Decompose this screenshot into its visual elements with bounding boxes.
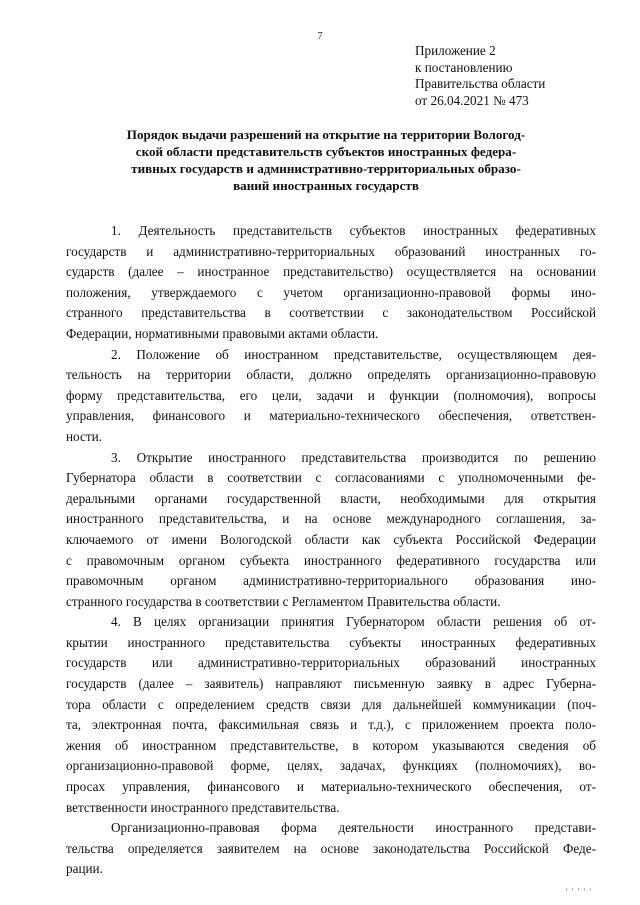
paragraph-line: 3. Открытие иностранного представительства производится по решению xyxy=(111,449,596,465)
page-number: 7 xyxy=(317,30,323,42)
appendix-line: Правительства области xyxy=(415,76,546,91)
paragraph-line: Организационно-правовая форма деятельности иностранного представи- xyxy=(111,820,596,836)
document-body xyxy=(66,221,596,880)
document-title xyxy=(118,126,534,194)
paragraph-line: с правомочным органом субъекта иностранного федеративного государства или xyxy=(66,552,596,568)
paragraph-line: правомочным органом административно-территориального образования ино- xyxy=(66,573,596,589)
paragraph-line: тельства определяется заявителем на основе законодательства Российской Феде- xyxy=(66,840,596,856)
title-line: ской области представительств субъектов иностранных федера- xyxy=(135,144,517,159)
paragraph-line: тельность на территории области, должно определять организационно-правовую xyxy=(66,367,596,383)
paragraph-line: странного государства в соответствии с Регламентом Правительства области. xyxy=(66,593,501,609)
paragraph-line: ветственности иностранного представительства. xyxy=(66,799,340,815)
paragraph-3 xyxy=(66,448,596,613)
appendix-header xyxy=(415,43,545,109)
paragraph-2 xyxy=(66,345,596,448)
paragraph-line: деральными органами государственной власти, необходимыми для открытия xyxy=(66,490,596,506)
paragraph-line: та, электронная почта, факсимильная связь и т.д.), с приложением проекта поло- xyxy=(66,717,596,733)
paragraph-line: организационно-правовой форме, целях, задачах, функциях (полномочиях), во- xyxy=(66,758,596,774)
paragraph-line: форму представительства, его цели, задачи и функции (полномочия), вопросы xyxy=(66,387,596,403)
appendix-line: к постановлению xyxy=(415,59,513,75)
paragraph-line: 4. В целях организации принятия Губернатором области решения об от- xyxy=(111,614,596,630)
paragraph-line: тора области с определением средств связи для дальнейшей коммуникации (поч- xyxy=(66,696,596,712)
paragraph-line: иностранного представительства, и на основе международного соглашения, за- xyxy=(66,511,596,527)
paragraph-line: странного представительства в соответствии с законодательством Российской xyxy=(66,305,596,321)
scan-mark: ’ ' ' ' ' xyxy=(565,887,592,897)
paragraph-line: государств и административно-территориальных образований иностранных го- xyxy=(66,243,596,259)
paragraph-line: жения об иностранном представительстве, в котором указываются сведения об xyxy=(66,737,596,753)
paragraph-line: положения, утверждаемого с учетом организационно-правовой формы ино- xyxy=(66,284,596,300)
title-line: Порядок выдачи разрешений на открытие на территории Вологод- xyxy=(126,127,526,142)
paragraph-line: рации. xyxy=(66,861,103,877)
title-line: тивных государств и административно-территориальных образо- xyxy=(131,161,521,176)
paragraph-line: просах управления, финансового и материально-технического обеспечения, от- xyxy=(66,779,596,795)
paragraph-line: ключаемого от имени Вологодской области как субъекта Российской Федерации xyxy=(66,531,596,547)
paragraph-1 xyxy=(66,221,596,345)
paragraph-line: государств (далее – заявитель) направляют письменную заявку в адрес Губерна- xyxy=(66,676,596,692)
paragraph-line: Губернатора области в соответствии с согласованиями с уполномоченными фе- xyxy=(66,470,596,486)
paragraph-line: ности. xyxy=(66,428,102,444)
paragraph-line: крытии иностранного представительства субъекты иностранных федеративных xyxy=(66,634,596,650)
paragraph-5 xyxy=(66,818,596,880)
appendix-line: Приложение 2 xyxy=(415,43,496,58)
paragraph-line: 2. Положение об иностранном представительстве, осуществляющем дея- xyxy=(111,346,596,362)
paragraph-line: управления, финансового и материально-технического обеспечения, ответствен- xyxy=(66,408,596,424)
title-line: ваний иностранных государств xyxy=(233,178,419,193)
appendix-line: от 26.04.2021 № 473 xyxy=(415,92,529,108)
paragraph-line: Федерации, нормативными правовыми актами области. xyxy=(66,325,379,341)
paragraph-4 xyxy=(66,612,596,818)
paragraph-line: государств или административно-территориальных образований иностранных xyxy=(66,655,596,671)
paragraph-line: 1. Деятельность представительств субъектов иностранных федеративных xyxy=(111,223,596,238)
paragraph-line: сударств (далее – иностранное представительство) осуществляется на основании xyxy=(66,264,596,280)
